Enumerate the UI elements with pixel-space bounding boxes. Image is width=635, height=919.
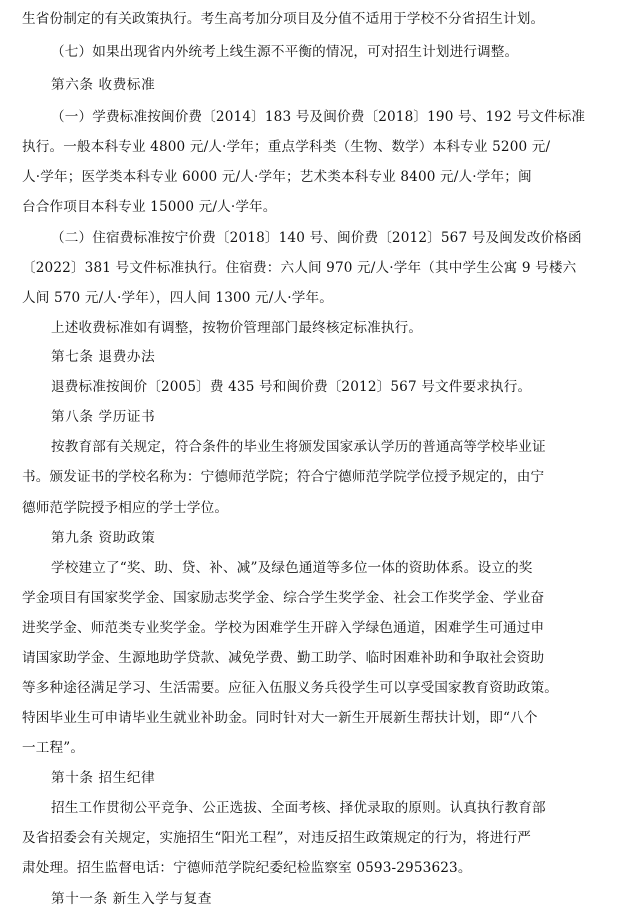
text-line: 特困毕业生可申请毕业生就业补助金。同时针对大一新生开展新生帮扶计划，即“八个 bbox=[22, 710, 538, 726]
section-heading-6: 第六条 收费标准 bbox=[51, 77, 156, 93]
text-line: 生省份制定的有关政策执行。考生高考加分项目及分值不适用于学校不分省招生计划。 bbox=[22, 11, 545, 27]
text-line: 德师范学院授予相应的学士学位。 bbox=[22, 500, 229, 516]
section-heading-7: 第七条 退费办法 bbox=[51, 349, 156, 365]
text-line: （一）学费标准按闽价费〔2014〕183 号及闽价费〔2018〕190 号、192 号文件标准 bbox=[51, 109, 586, 125]
text-line: 招生工作贯彻公平竞争、公正选拔、全面考核、择优录取的原则。认真执行教育部 bbox=[51, 800, 546, 816]
text-line: 执行。一般本科专业 4800 元/人·学年；重点学科类（生物、数学）本科专业 5200 元/ bbox=[22, 139, 551, 155]
text-line: 请国家助学金、生源地助学贷款、减免学费、勤工助学、临时困难补助和争取社会资助 bbox=[22, 650, 545, 666]
text-line: 人·学年；医学类本科专业 6000 元/人·学年；艺术类本科专业 8400 元/人·学年；闽 bbox=[22, 169, 532, 185]
text-line: 一工程”。 bbox=[22, 740, 85, 756]
section-heading-11: 第十一条 新生入学与复查 bbox=[51, 891, 213, 907]
text-line: 肃处理。招生监督电话：宁德师范学院纪委纪检监察室 0593-2953623。 bbox=[22, 860, 472, 876]
text-line: 按教育部有关规定，符合条件的毕业生将颁发国家承认学历的普通高等学校毕业证 bbox=[51, 439, 546, 455]
text-line: 及省招委会有关规定，实施招生“阳光工程”，对违反招生政策规定的行为，将进行严 bbox=[22, 830, 531, 846]
text-line: 上述收费标准如有调整，按物价管理部门最终核定标准执行。 bbox=[51, 320, 423, 336]
text-line: 学校建立了“奖、助、贷、补、减”及绿色通道等多位一体的资助体系。设立的奖 bbox=[51, 560, 533, 576]
text-line: 〔2022〕381 号文件标准执行。住宿费：六人间 970 元/人·学年（其中学生公寓 9 号楼六 bbox=[22, 260, 577, 276]
text-line: （二）住宿费标准按宁价费〔2018〕140 号、闽价费〔2012〕567 号及闽发改价格函 bbox=[51, 230, 582, 246]
text-line: 学金项目有国家奖学金、国家励志奖学金、综合学生奖学金、社会工作奖学金、学业奋 bbox=[22, 590, 545, 606]
section-heading-8: 第八条 学历证书 bbox=[51, 409, 156, 425]
text-line: （七）如果出现省内外统考上线生源不平衡的情况，可对招生计划进行调整。 bbox=[51, 44, 519, 60]
text-line: 台合作项目本科专业 15000 元/人·学年。 bbox=[22, 199, 277, 215]
section-heading-10: 第十条 招生纪律 bbox=[51, 770, 156, 786]
text-line: 进奖学金、师范类专业奖学金。学校为困难学生开辟入学绿色通道，困难学生可通过申 bbox=[22, 620, 545, 636]
text-line: 等多种途径满足学习、生活需要。应征入伍服义务兵役学生可以享受国家教育资助政策。 bbox=[22, 680, 559, 696]
text-line: 人间 570 元/人·学年），四人间 1300 元/人·学年。 bbox=[22, 290, 333, 306]
text-line: 书。颁发证书的学校名称为：宁德师范学院；符合宁德师范学院学位授予规定的，由宁 bbox=[22, 469, 545, 485]
section-heading-9: 第九条 资助政策 bbox=[51, 530, 156, 546]
text-line: 退费标准按闽价〔2005〕费 435 号和闽价费〔2012〕567 号文件要求执行。 bbox=[51, 379, 532, 395]
